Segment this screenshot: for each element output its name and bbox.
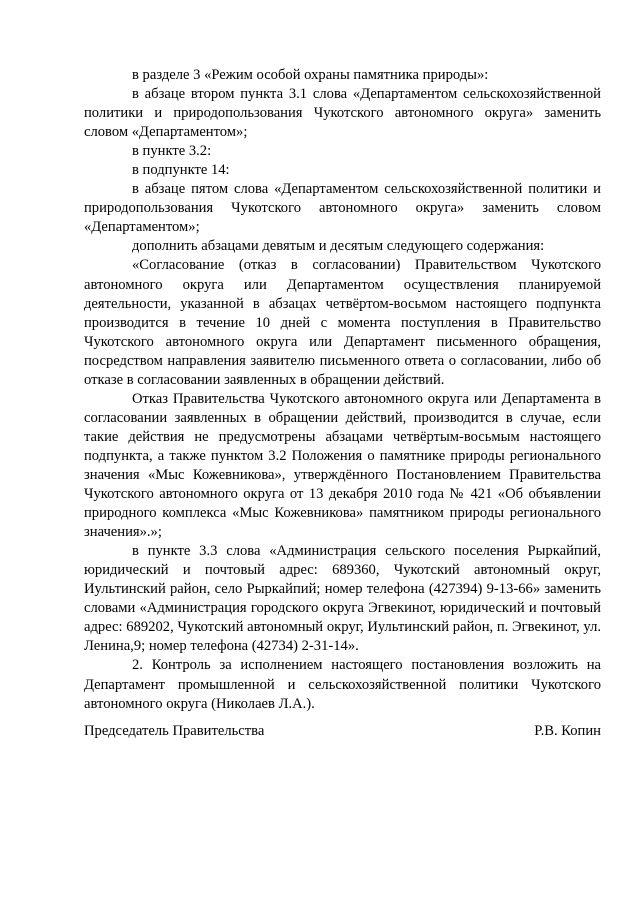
paragraph-supplement: дополнить абзацами девятым и десятым следующего содержания:	[132, 238, 545, 255]
signature-title: Председатель Правительства	[84, 723, 265, 739]
signature-name: Р.В. Копин	[534, 723, 601, 739]
paragraph-point-3-1: в абзаце втором пункта 3.1 слова «Департаментом сельскохозяйственной политики и природопользования Чукотского автономного округа» заменить словом «Департаментом»;	[84, 86, 601, 141]
signature-block	[84, 722, 601, 741]
paragraph-approval: «Согласование (отказ в согласовании) Правительством Чукотского автономного округа или Департаментом осуществления планируемой деятельности, указанной в абзацах четвёртом-восьмом настоящего подпункта производится в течение 10 дней с момента поступления в Правительство Чукотского автономного округа или Департамент письменного обращения, посредством направления заявителю письменного ответа о согласовании, либо об отказе в согласовании заявленных в обращении действий.	[84, 257, 601, 388]
paragraph-section-3: в разделе 3 «Режим особой охраны памятника природы»:	[132, 67, 489, 83]
paragraph-fifth-paragraph: в абзаце пятом слова «Департаментом сельскохозяйственной политики и природопользования Чукотского автономного округа» заменить словом «Департаментом»;	[84, 181, 601, 236]
paragraph-point-3-3: в пункте 3.3 слова «Администрация сельского поселения Рыркайпий, юридический и почтовый адрес: 689360, Чукотский автономный округ, Иультинский район, село Рыркайпий; номер телефона (427394) 9-13-66» заменить словами «Администрация городского округа Эгвекинот, юридический и почтовый адрес: 689202, Чукотский автономный округ, Иультинский район, п. Эгвекинот, ул. Ленина,9; номер телефона (42734) 2-31-14».	[84, 543, 601, 655]
paragraph-subpoint-14: в подпункте 14:	[132, 162, 230, 179]
paragraph-control: 2. Контроль за исполнением настоящего постановления возложить на Департамент промышленной и сельскохозяйственной политики Чукотского автономного округа (Николаев Л.А.).	[84, 657, 601, 712]
paragraph-refusal: Отказ Правительства Чукотского автономного округа или Департамента в согласовании заявленных в обращении действий, производится в случае, если такие действия не предусмотрены абзацами четвёртым-восьмым настоящего подпункта, а также пунктом 3.2 Положения о памятнике природы регионального значения «Мыс Кожевникова», утверждённого Постановлением Правительства Чукотского автономного округа от 13 декабря 2010 года № 421 «Об объявлении природного комплекса «Мыс Кожевникова» памятником природы регионального значения».»;	[84, 390, 601, 541]
paragraph-point-3-2: в пункте 3.2:	[132, 143, 212, 160]
document-body	[84, 66, 601, 714]
